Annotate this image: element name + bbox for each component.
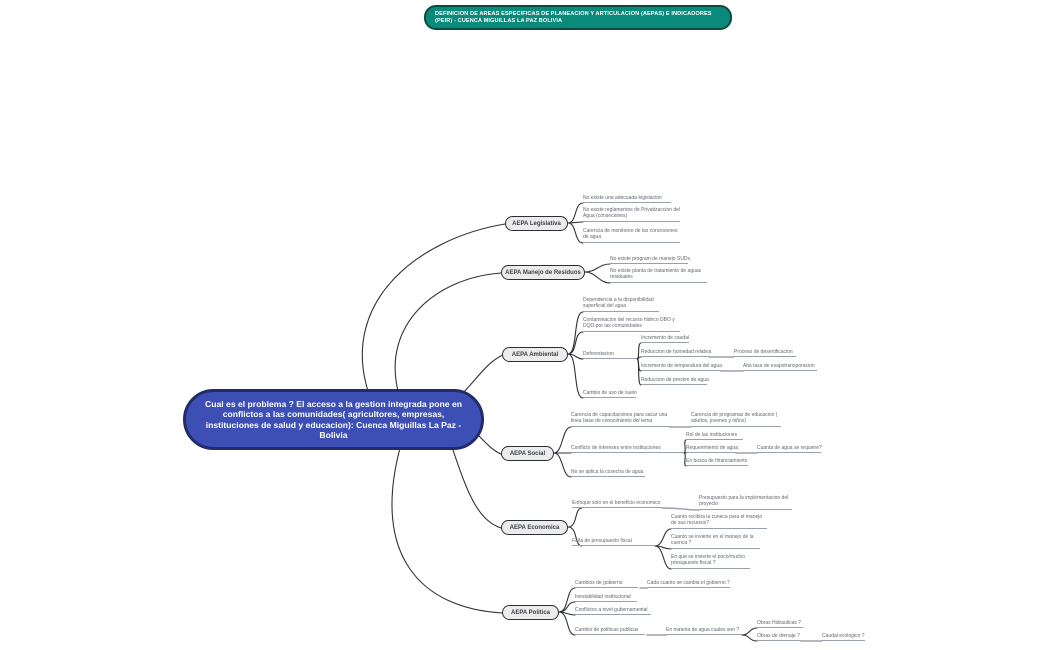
leaf-politica-conflictos-gubernamental[interactable]: Conflictos a nivel gubernamental bbox=[575, 607, 651, 615]
node-aepa-economica[interactable]: AEPA Economica bbox=[501, 520, 568, 535]
map-title[interactable]: DEFINICION DE AREAS ESPECIFICAS DE PLANEACION Y ARTICULACION (AEPAS) E INDICADORES (PEIR) - CUENCA MIGUILLAS LA PAZ BOLIVIA bbox=[424, 5, 732, 30]
leaf-economica-falta-presupuesto[interactable]: Falta de presupuesto fiscal bbox=[572, 538, 655, 546]
leaf-deforestacion-temperatura[interactable]: Incremento de temperatura del agua bbox=[641, 363, 721, 371]
leaf-social-programas-educacion[interactable]: Carencia de programas de educacion ( adultos, jovenes y niños) bbox=[691, 412, 781, 427]
leaf-politica-inestabilidad[interactable]: Inestabilidad institucional bbox=[575, 594, 637, 602]
node-aepa-manejo-residuos[interactable]: AEPA Manejo de Residuos bbox=[501, 265, 585, 280]
leaf-economica-presupuesto-proyecto[interactable]: Presupuesto para la implementacion del proyecto bbox=[699, 495, 792, 510]
leaf-social-rol-instituciones[interactable]: Rol de las instituciones bbox=[686, 432, 743, 440]
node-aepa-legislativa[interactable]: AEPA Legislativa bbox=[505, 216, 568, 231]
leaf-deforestacion-presion[interactable]: Reduccion de presion de agua bbox=[641, 377, 707, 385]
node-aepa-ambiental[interactable]: AEPA Ambiental bbox=[502, 347, 568, 362]
leaf-social-capacitaciones[interactable]: Carencia de capacitaciones para sacar una linea base de conocimiento del tema bbox=[571, 412, 671, 427]
leaf-economica-enfoque[interactable]: Enfoque solo en el beneficio economico bbox=[572, 500, 662, 508]
node-aepa-politica[interactable]: AEPA Politica bbox=[502, 605, 559, 620]
leaf-legislativa-3[interactable]: Carencia de monitoreo de las concesiones de agua bbox=[583, 228, 680, 243]
leaf-social-cosecha-agua[interactable]: No se aplica la cosecha de agua bbox=[571, 469, 645, 477]
leaf-economica-invierte-manejo[interactable]: Cuanto se invierte en el manejo de la cuenca ? bbox=[671, 534, 760, 549]
leaf-economica-recibira-cuenca[interactable]: Cuanto recibira la cuneca para el manejo de sus recursos? bbox=[671, 514, 767, 529]
leaf-legislativa-2[interactable]: No existe reglamentos de Privatizaccion del Agua (conseciones) bbox=[583, 207, 680, 222]
leaf-social-cuanta-agua[interactable]: Cuanta de agua se requiere? bbox=[757, 445, 821, 453]
leaf-residuos-1[interactable]: No existe program de manejo SUDs bbox=[610, 256, 688, 264]
leaf-legislativa-1[interactable]: No existe una adecuada legislacion bbox=[583, 195, 671, 203]
leaf-residuos-2[interactable]: No existe planta de tratamiento de aguas residuales bbox=[610, 268, 707, 283]
node-aepa-social[interactable]: AEPA Social bbox=[501, 446, 554, 461]
leaf-deforestacion-caudal[interactable]: Incremento de caudal bbox=[641, 335, 689, 343]
leaf-economica-invierte-fiscal[interactable]: En que se invierte el poco/mucho presupuesto fiscal ? bbox=[671, 554, 750, 569]
leaf-politica-cada-cuanto[interactable]: Cada cuanto se cambia el gobierno ? bbox=[647, 580, 730, 588]
leaf-ambiental-1[interactable]: Dependencia a la disponibilidad superficial del agua bbox=[583, 297, 659, 312]
leaf-social-conflicto-intereses[interactable]: Conflicto de intereses entre instituciones bbox=[571, 445, 684, 453]
leaf-politica-caudal-ecologico[interactable]: Caudal ecologico ? bbox=[822, 633, 865, 641]
leaf-social-requerimiento-agua[interactable]: Requerimiento de agua bbox=[686, 445, 736, 453]
leaf-ambiental-uso-suelo[interactable]: Cambio de uso de suelo bbox=[583, 390, 636, 398]
leaf-deforestacion-humedad[interactable]: Reduccion de humedad relativa bbox=[641, 349, 709, 357]
leaf-politica-obras-drenaje[interactable]: Obras de drenaje ? bbox=[757, 633, 801, 641]
leaf-temperatura-evapotransporacion[interactable]: Alta tasa de evapotransporacion bbox=[743, 363, 817, 371]
leaf-politica-obras-hidraulicas[interactable]: Obras Hidraulicas ? bbox=[757, 620, 803, 628]
leaf-social-financiamiento[interactable]: En busca de financiamiento bbox=[686, 458, 748, 466]
central-problem-node[interactable]: Cual es el problema ? El acceso a la gestion integrada pone en conflictos a las comunidades( agricultores, empresas, instituciones de salud y educacion): Cuenca Miguillas La Paz - Bolivia bbox=[183, 389, 484, 450]
leaf-politica-politicas-publicas[interactable]: Cambio de politicas publicas bbox=[575, 627, 645, 635]
leaf-ambiental-2[interactable]: Contaminacion del recurso hidrico DBO y DQO por las comunidades bbox=[583, 317, 680, 332]
leaf-politica-cambios-gobierno[interactable]: Cambios de gobierno bbox=[575, 580, 638, 588]
leaf-humedad-desertificacion[interactable]: Proceso de desertificacion bbox=[734, 349, 796, 357]
leaf-politica-en-materia-agua[interactable]: En materia de agua cuales son ? bbox=[666, 627, 742, 635]
leaf-ambiental-deforestacion[interactable]: Deforestacion bbox=[583, 351, 637, 359]
